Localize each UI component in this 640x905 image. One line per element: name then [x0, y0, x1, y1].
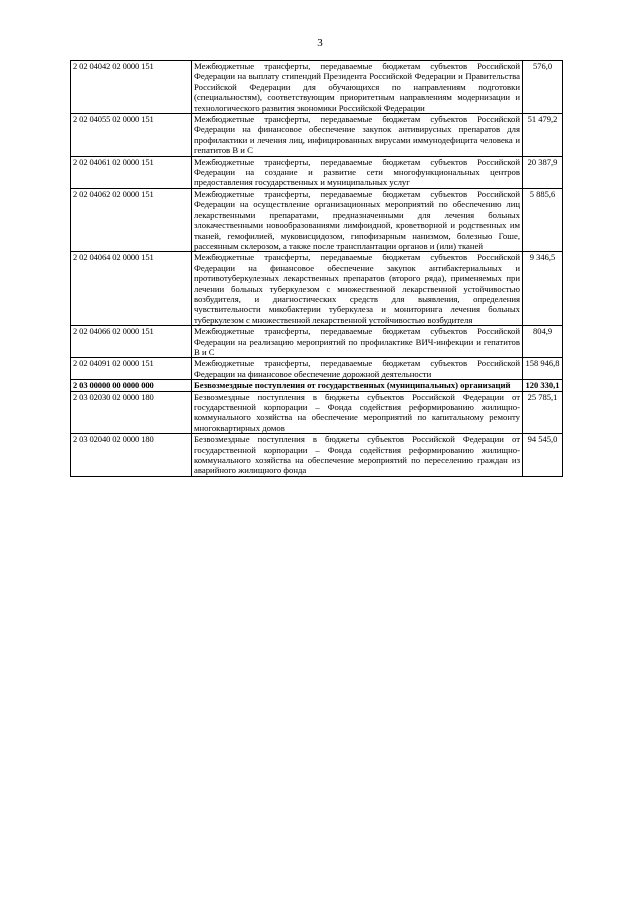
- revenue-name-cell: Межбюджетные трансферты, передаваемые бюджетам субъектов Российской Федерации на финансовое обеспечение закупок антибактериальных и противотуберкулезных лекарственных препаратов (второго ряда), применяемых при лечении больных туберкулезом с множественной лекарственной устойчивостью возбудителя, и диагностических средств для выявления, определения чувствительности микобактерии туберкулеза и мониторинга лечения больных туберкулезом с множественной лекарственной устойчивостью возбудителя: [192, 252, 523, 326]
- revenue-name-cell: Межбюджетные трансферты, передаваемые бюджетам субъектов Российской Федерации на создание и развитие сети многофункциональных центров предоставления государственных и муниципальных услуг: [192, 156, 523, 188]
- amount-cell: 158 946,8: [523, 358, 563, 380]
- budget-code-cell: 2 02 04091 02 0000 151: [71, 358, 192, 380]
- table-row: [71, 114, 563, 157]
- table-row: [71, 156, 563, 188]
- revenue-table-body: [71, 61, 563, 477]
- revenue-name-cell: Безвозмездные поступления в бюджеты субъектов Российской Федерации от государственной корпорации – Фонда содействия реформированию жилищно-коммунального хозяйства на обеспечение мероприятий по капитальному ремонту многоквартирных домов: [192, 391, 523, 434]
- amount-cell: 9 346,5: [523, 252, 563, 326]
- amount-cell: 5 885,6: [523, 188, 563, 251]
- budget-code-cell: 2 02 04066 02 0000 151: [71, 326, 192, 358]
- table-row: [71, 61, 563, 114]
- amount-cell: 120 330,1: [523, 380, 563, 391]
- amount-cell: 51 479,2: [523, 114, 563, 157]
- amount-cell: 94 545,0: [523, 434, 563, 477]
- budget-code-cell: 2 03 00000 00 0000 000: [71, 380, 192, 391]
- budget-code-cell: 2 02 04042 02 0000 151: [71, 61, 192, 114]
- revenue-name-cell: Межбюджетные трансферты, передаваемые бюджетам субъектов Российской Федерации на осуществление организационных мероприятий по обеспечению лиц лекарственными препаратами, предназначенными для лечения больных злокачественными новообразованиями лимфоидной, кроветворной и родственных им тканей, гемофилией, муковисцидозом, гипофизарным нанизмом, болезнью Гоше, рассеянным склерозом, а также после трансплантации органов и (или) тканей: [192, 188, 523, 251]
- table-row: [71, 358, 563, 380]
- table-row: [71, 326, 563, 358]
- amount-cell: 804,9: [523, 326, 563, 358]
- revenue-name-cell: Межбюджетные трансферты, передаваемые бюджетам субъектов Российской Федерации на финансовое обеспечение закупок антивирусных препаратов для профилактики и лечения лиц, инфицированных вирусами иммунодефицита человека и гепатитов В и С: [192, 114, 523, 157]
- revenue-name-cell: Безвозмездные поступления в бюджеты субъектов Российской Федерации от государственной корпорации – Фонда содействия реформированию жилищно-коммунального хозяйства на обеспечение мероприятий по переселению граждан из аварийного жилищного фонда: [192, 434, 523, 477]
- revenue-name-cell: Безвозмездные поступления от государственных (муниципальных) организаций: [192, 380, 523, 391]
- revenue-name-cell: Межбюджетные трансферты, передаваемые бюджетам субъектов Российской Федерации на реализацию мероприятий по профилактике ВИЧ-инфекции и гепатитов В и С: [192, 326, 523, 358]
- table-row: [71, 434, 563, 477]
- budget-code-cell: 2 02 04055 02 0000 151: [71, 114, 192, 157]
- table-row: [71, 188, 563, 251]
- budget-code-cell: 2 02 04064 02 0000 151: [71, 252, 192, 326]
- table-row: [71, 252, 563, 326]
- page-number: 3: [317, 37, 323, 49]
- budget-code-cell: 2 03 02040 02 0000 180: [71, 434, 192, 477]
- budget-code-cell: 2 02 04062 02 0000 151: [71, 188, 192, 251]
- amount-cell: 25 785,1: [523, 391, 563, 434]
- amount-cell: 576,0: [523, 61, 563, 114]
- revenue-name-cell: Межбюджетные трансферты, передаваемые бюджетам субъектов Российской Федерации на финансовое обеспечение дорожной деятельности: [192, 358, 523, 380]
- budget-code-cell: 2 03 02030 02 0000 180: [71, 391, 192, 434]
- amount-cell: 20 387,9: [523, 156, 563, 188]
- revenue-table: [70, 60, 563, 477]
- table-row: [71, 380, 563, 391]
- budget-code-cell: 2 02 04061 02 0000 151: [71, 156, 192, 188]
- revenue-name-cell: Межбюджетные трансферты, передаваемые бюджетам субъектов Российской Федерации на выплату стипендий Президента Российской Федерации и Правительства Российской Федерации для обучающихся по направлениям подготовки (специальностям), соответствующим приоритетным направлениям модернизации и технологического развития экономики Российской Федерации: [192, 61, 523, 114]
- table-row: [71, 391, 563, 434]
